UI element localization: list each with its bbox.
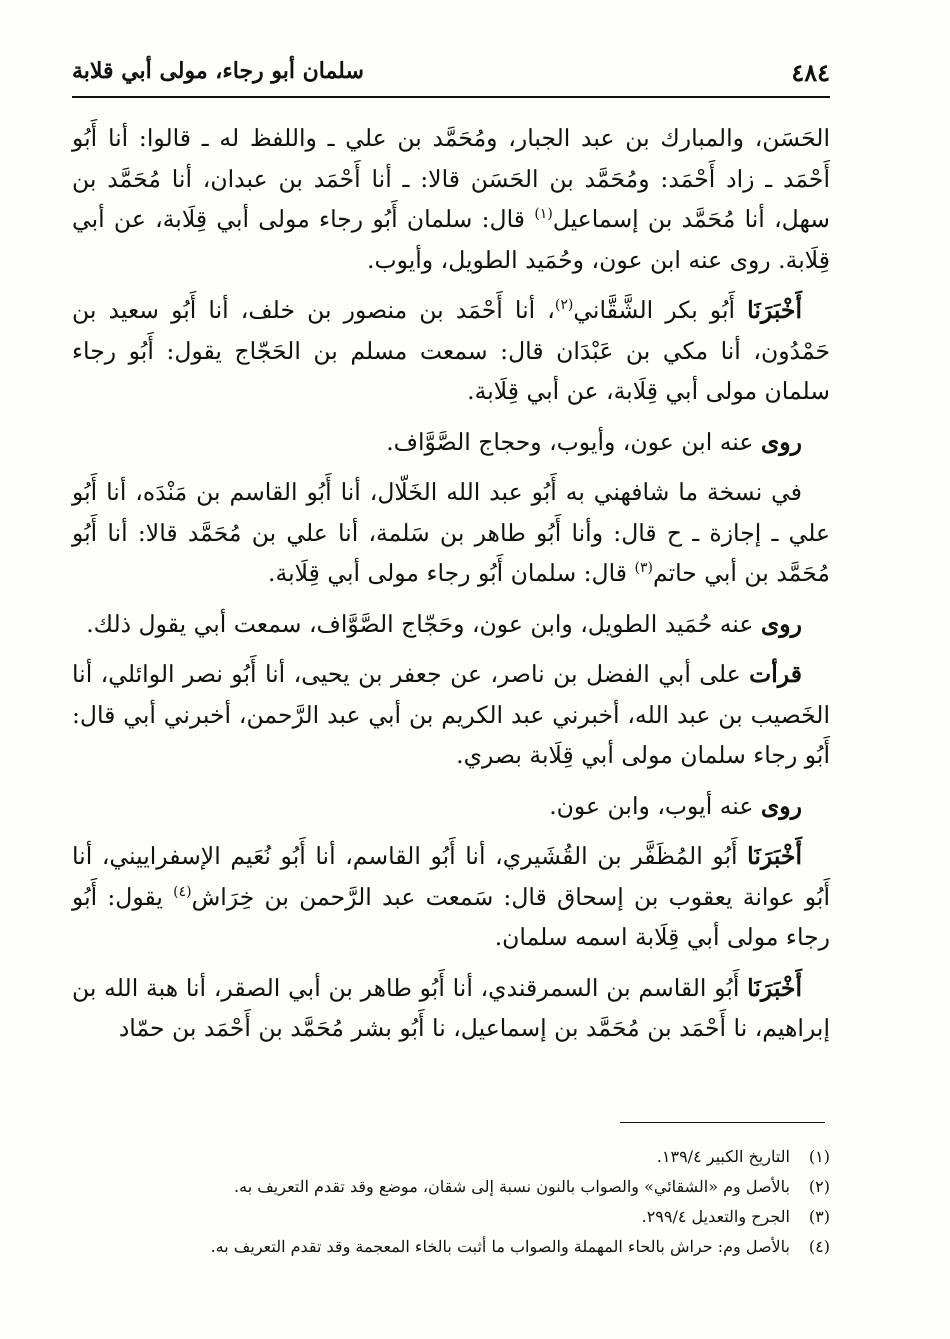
text-segment: في نسخة ما شافهني به أَبُو عبد الله الخَلّال، أنا أَبُو القاسم بن مَنْدَه، أنا أَبُو علي ـ إجازة ـ ح قال: وأنا أَبُو طاهر بن سَلمة، أنا علي بن مُحَمَّد قالا: أنا أَبُو مُحَمَّد بن أبي حاتم [72, 478, 830, 587]
footnotes [120, 1142, 830, 1262]
footnote-number: (٤) [808, 1237, 830, 1256]
paragraph [72, 836, 830, 958]
footnote-text: بالأصل وم: حراش بالحاء المهملة والصواب ما أثبت بالخاء المعجمة وقد تقدم التعريف به. [210, 1237, 790, 1256]
footnote-text: الجرح والتعديل ٢٩٩/٤. [641, 1207, 790, 1226]
body-text [72, 118, 830, 1049]
footnote-text: بالأصل وم «الشقائي» والصواب بالنون نسبة إلى شقان، موضع وقد تقدم التعريف به. [234, 1177, 790, 1196]
footnote [120, 1202, 830, 1232]
footnote [120, 1142, 830, 1172]
footnote-text: التاريخ الكبير ١٣٩/٤. [656, 1147, 790, 1166]
lead-keyword: روى [760, 791, 802, 820]
paragraph [72, 472, 830, 594]
footnote [120, 1232, 830, 1262]
footnote-reference: (٤) [173, 883, 192, 900]
footnote-reference: (٣) [634, 560, 653, 577]
text-segment: قال: سلمان أَبُو رجاء مولى أبي قِلَابة. [268, 559, 635, 587]
text-segment: عنه أيوب، وابن عون. [549, 791, 761, 820]
text-segment: ، أنا أَحْمَد بن منصور بن خلف، أنا أَبُو سعيد بن حَمْدُون، أنا مكي بن عَبْدَان قال: سمعت مسلم بن الحَجّاج يقول: أَبُو رجاء سلمان مولى أبي قِلَابة، عن أبي قِلَابة. [72, 296, 830, 405]
text-segment: أَبُو بكر الشَّقَّاني [573, 296, 748, 324]
lead-keyword: روى [760, 609, 802, 638]
running-title: سلمان أبو رجاء، مولى أبي قلابة [72, 58, 364, 84]
text-segment: عنه حُمَيد الطويل، وابن عون، وحَجّاج الصَّوَّاف، سمعت أبي يقول ذلك. [86, 609, 761, 638]
footnote-reference: (٢) [554, 297, 574, 314]
lead-keyword: روى [760, 427, 802, 456]
text-segment: أَبُو القاسم بن السمرقندي، أنا أَبُو طاهر بن أبي الصقر، أنا هبة الله بن إبراهيم، نا أَحْمَد بن مُحَمَّد بن إسماعيل، نا أَبُو بشر مُحَمَّد بن أَحْمَد بن حمّاد [72, 973, 830, 1042]
footnote-number: (١) [808, 1147, 830, 1166]
footnote [120, 1172, 830, 1202]
paragraph [72, 654, 830, 776]
paragraph [72, 968, 830, 1049]
text-segment: على أبي الفضل بن ناصر، عن جعفر بن يحيى، أنا أَبُو نصر الوائلي، أنا الخَصيب بن عبد الله، أخبرني عبد الكريم بن أبي عبد الرَّحمن، أخبرني أبي قال: أَبُو رجاء سلمان مولى أبي قِلَابة بصري. [72, 660, 830, 769]
paragraph [72, 118, 830, 280]
text-segment: يقول: أَبُو رجاء مولى أبي قِلَابة اسمه سلمان. [72, 882, 830, 951]
page-number: ٤٨٤ [791, 58, 830, 87]
footnote-number: (٢) [808, 1177, 830, 1196]
footnote-number: (٣) [808, 1207, 830, 1226]
text-segment: عنه ابن عون، وأيوب، وحجاج الصَّوَّاف. [386, 427, 761, 456]
lead-keyword: أَخْبَرَنَا [747, 842, 802, 870]
lead-keyword: أَخْبَرَنَا [747, 973, 802, 1002]
footnote-rule [620, 1122, 825, 1123]
text-segment: أَبُو المُظَفَّر بن القُشَيري، أنا أَبُو القاسم، أنا أَبُو نُعَيم الإسفراييني، أنا أَبُو عوانة يعقوب بن إسحاق قال: سَمعت عبد الرَّحمن بن خِرَاش [72, 842, 830, 911]
paragraph [72, 604, 830, 645]
paragraph [72, 290, 830, 412]
paragraph [72, 422, 830, 463]
lead-keyword: قرأت [749, 660, 802, 688]
footnote-reference: (١) [534, 206, 553, 223]
paragraph [72, 786, 830, 827]
page-header [72, 58, 830, 92]
lead-keyword: أَخْبَرَنَا [747, 296, 802, 324]
text-segment: قال: سلمان أَبُو رجاء مولى أبي قِلَابة، عن أبي قِلَابة. روى عنه ابن عون، وحُمَيد الطويل، وأيوب. [72, 205, 830, 274]
header-rule [72, 96, 830, 98]
text-segment: الحَسَن، والمبارك بن عبد الجبار، ومُحَمَّد بن علي ـ واللفظ له ـ قالوا: أنا أَبُو أَحْمَد ـ زاد أَحْمَد: ومُحَمَّد بن الحَسَن قالا: ـ أنا أَحْمَد بن عبدان، أنا مُحَمَّد بن سهل، أنا مُحَمَّد بن إسماعيل [72, 124, 830, 233]
